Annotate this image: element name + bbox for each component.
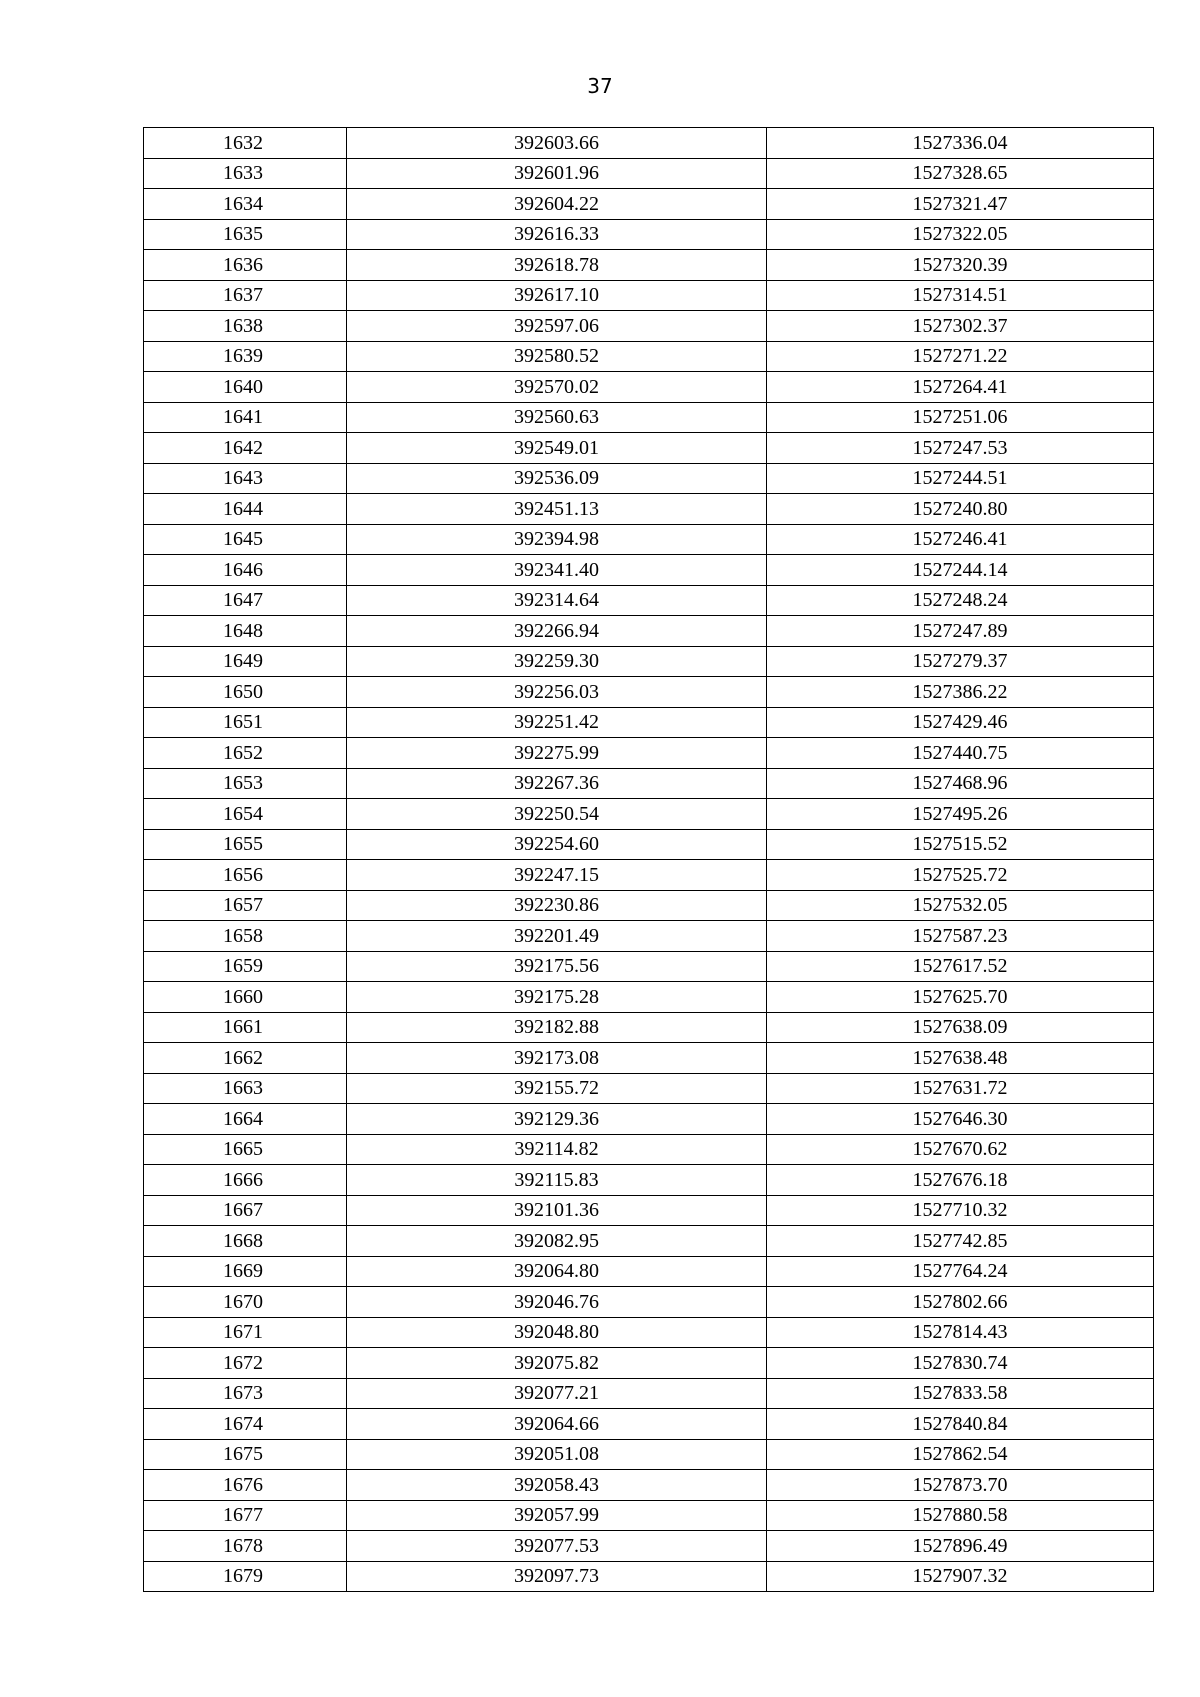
table-row [144,921,1154,952]
x-coordinate-cell: 392536.09 [347,463,767,494]
y-coordinate-cell: 1527896.49 [767,1531,1154,1562]
point-number-cell: 1671 [144,1317,347,1348]
x-coordinate-cell: 392082.95 [347,1226,767,1257]
point-number-cell: 1636 [144,250,347,281]
table-row [144,1500,1154,1531]
y-coordinate-cell: 1527802.66 [767,1287,1154,1318]
point-number-cell: 1638 [144,311,347,342]
table-row [144,1043,1154,1074]
table-row [144,1348,1154,1379]
x-coordinate-cell: 392048.80 [347,1317,767,1348]
table-row [144,890,1154,921]
page-number: 37 [587,74,613,98]
table-row [144,524,1154,555]
point-number-cell: 1664 [144,1104,347,1135]
x-coordinate-cell: 392201.49 [347,921,767,952]
y-coordinate-cell: 1527495.26 [767,799,1154,830]
x-coordinate-cell: 392182.88 [347,1012,767,1043]
point-number-cell: 1668 [144,1226,347,1257]
table-row [144,707,1154,738]
table-row [144,1317,1154,1348]
table-row [144,1287,1154,1318]
point-number-cell: 1669 [144,1256,347,1287]
table-row [144,1409,1154,1440]
table-row [144,799,1154,830]
x-coordinate-cell: 392077.21 [347,1378,767,1409]
y-coordinate-cell: 1527264.41 [767,372,1154,403]
y-coordinate-cell: 1527525.72 [767,860,1154,891]
x-coordinate-cell: 392394.98 [347,524,767,555]
table-row [144,311,1154,342]
y-coordinate-cell: 1527244.51 [767,463,1154,494]
y-coordinate-cell: 1527244.14 [767,555,1154,586]
x-coordinate-cell: 392046.76 [347,1287,767,1318]
point-number-cell: 1643 [144,463,347,494]
y-coordinate-cell: 1527336.04 [767,128,1154,159]
table-row [144,158,1154,189]
y-coordinate-cell: 1527328.65 [767,158,1154,189]
x-coordinate-cell: 392616.33 [347,219,767,250]
x-coordinate-cell: 392267.36 [347,768,767,799]
point-number-cell: 1670 [144,1287,347,1318]
point-number-cell: 1640 [144,372,347,403]
x-coordinate-cell: 392075.82 [347,1348,767,1379]
point-number-cell: 1645 [144,524,347,555]
point-number-cell: 1676 [144,1470,347,1501]
y-coordinate-cell: 1527279.37 [767,646,1154,677]
point-number-cell: 1673 [144,1378,347,1409]
coordinates-table-body [144,128,1154,1592]
x-coordinate-cell: 392051.08 [347,1439,767,1470]
table-row [144,341,1154,372]
x-coordinate-cell: 392155.72 [347,1073,767,1104]
table-row [144,1165,1154,1196]
y-coordinate-cell: 1527670.62 [767,1134,1154,1165]
table-row [144,982,1154,1013]
x-coordinate-cell: 392259.30 [347,646,767,677]
y-coordinate-cell: 1527532.05 [767,890,1154,921]
table-row [144,494,1154,525]
x-coordinate-cell: 392601.96 [347,158,767,189]
point-number-cell: 1675 [144,1439,347,1470]
y-coordinate-cell: 1527873.70 [767,1470,1154,1501]
y-coordinate-cell: 1527322.05 [767,219,1154,250]
y-coordinate-cell: 1527302.37 [767,311,1154,342]
table-row [144,555,1154,586]
x-coordinate-cell: 392604.22 [347,189,767,220]
x-coordinate-cell: 392597.06 [347,311,767,342]
table-row [144,1073,1154,1104]
x-coordinate-cell: 392064.66 [347,1409,767,1440]
x-coordinate-cell: 392175.28 [347,982,767,1013]
table-row [144,128,1154,159]
x-coordinate-cell: 392451.13 [347,494,767,525]
y-coordinate-cell: 1527247.53 [767,433,1154,464]
x-coordinate-cell: 392077.53 [347,1531,767,1562]
x-coordinate-cell: 392254.60 [347,829,767,860]
point-number-cell: 1647 [144,585,347,616]
table-row [144,372,1154,403]
y-coordinate-cell: 1527742.85 [767,1226,1154,1257]
table-row [144,646,1154,677]
y-coordinate-cell: 1527710.32 [767,1195,1154,1226]
point-number-cell: 1635 [144,219,347,250]
table-row [144,1104,1154,1135]
point-number-cell: 1649 [144,646,347,677]
point-number-cell: 1642 [144,433,347,464]
point-number-cell: 1658 [144,921,347,952]
x-coordinate-cell: 392570.02 [347,372,767,403]
point-number-cell: 1662 [144,1043,347,1074]
table-row [144,829,1154,860]
point-number-cell: 1641 [144,402,347,433]
x-coordinate-cell: 392101.36 [347,1195,767,1226]
point-number-cell: 1677 [144,1500,347,1531]
y-coordinate-cell: 1527814.43 [767,1317,1154,1348]
point-number-cell: 1659 [144,951,347,982]
y-coordinate-cell: 1527880.58 [767,1500,1154,1531]
y-coordinate-cell: 1527764.24 [767,1256,1154,1287]
y-coordinate-cell: 1527468.96 [767,768,1154,799]
y-coordinate-cell: 1527251.06 [767,402,1154,433]
y-coordinate-cell: 1527638.09 [767,1012,1154,1043]
table-row [144,677,1154,708]
x-coordinate-cell: 392175.56 [347,951,767,982]
table-row [144,1195,1154,1226]
x-coordinate-cell: 392230.86 [347,890,767,921]
x-coordinate-cell: 392114.82 [347,1134,767,1165]
table-row [144,463,1154,494]
table-row [144,860,1154,891]
table-row [144,738,1154,769]
y-coordinate-cell: 1527515.52 [767,829,1154,860]
point-number-cell: 1654 [144,799,347,830]
point-number-cell: 1660 [144,982,347,1013]
x-coordinate-cell: 392173.08 [347,1043,767,1074]
y-coordinate-cell: 1527321.47 [767,189,1154,220]
point-number-cell: 1667 [144,1195,347,1226]
x-coordinate-cell: 392058.43 [347,1470,767,1501]
table-row [144,219,1154,250]
table-row [144,1531,1154,1562]
x-coordinate-cell: 392618.78 [347,250,767,281]
point-number-cell: 1666 [144,1165,347,1196]
y-coordinate-cell: 1527248.24 [767,585,1154,616]
point-number-cell: 1651 [144,707,347,738]
x-coordinate-cell: 392247.15 [347,860,767,891]
table-row [144,951,1154,982]
y-coordinate-cell: 1527440.75 [767,738,1154,769]
table-row [144,1134,1154,1165]
point-number-cell: 1665 [144,1134,347,1165]
x-coordinate-cell: 392057.99 [347,1500,767,1531]
y-coordinate-cell: 1527840.84 [767,1409,1154,1440]
x-coordinate-cell: 392256.03 [347,677,767,708]
y-coordinate-cell: 1527830.74 [767,1348,1154,1379]
y-coordinate-cell: 1527386.22 [767,677,1154,708]
y-coordinate-cell: 1527625.70 [767,982,1154,1013]
x-coordinate-cell: 392129.36 [347,1104,767,1135]
point-number-cell: 1634 [144,189,347,220]
y-coordinate-cell: 1527631.72 [767,1073,1154,1104]
x-coordinate-cell: 392603.66 [347,128,767,159]
table-row [144,250,1154,281]
x-coordinate-cell: 392250.54 [347,799,767,830]
point-number-cell: 1657 [144,890,347,921]
table-row [144,1378,1154,1409]
point-number-cell: 1655 [144,829,347,860]
table-row [144,280,1154,311]
y-coordinate-cell: 1527833.58 [767,1378,1154,1409]
point-number-cell: 1653 [144,768,347,799]
x-coordinate-cell: 392580.52 [347,341,767,372]
point-number-cell: 1663 [144,1073,347,1104]
y-coordinate-cell: 1527240.80 [767,494,1154,525]
table-row [144,1012,1154,1043]
x-coordinate-cell: 392560.63 [347,402,767,433]
table-row [144,616,1154,647]
table-row [144,402,1154,433]
x-coordinate-cell: 392341.40 [347,555,767,586]
point-number-cell: 1656 [144,860,347,891]
point-number-cell: 1632 [144,128,347,159]
y-coordinate-cell: 1527320.39 [767,250,1154,281]
y-coordinate-cell: 1527271.22 [767,341,1154,372]
point-number-cell: 1633 [144,158,347,189]
point-number-cell: 1672 [144,1348,347,1379]
y-coordinate-cell: 1527907.32 [767,1561,1154,1592]
table-row [144,768,1154,799]
table-row [144,189,1154,220]
point-number-cell: 1678 [144,1531,347,1562]
x-coordinate-cell: 392314.64 [347,585,767,616]
point-number-cell: 1637 [144,280,347,311]
point-number-cell: 1646 [144,555,347,586]
table-row [144,1439,1154,1470]
point-number-cell: 1644 [144,494,347,525]
y-coordinate-cell: 1527617.52 [767,951,1154,982]
y-coordinate-cell: 1527246.41 [767,524,1154,555]
y-coordinate-cell: 1527862.54 [767,1439,1154,1470]
y-coordinate-cell: 1527247.89 [767,616,1154,647]
table-row [144,585,1154,616]
table-row [144,433,1154,464]
y-coordinate-cell: 1527638.48 [767,1043,1154,1074]
x-coordinate-cell: 392617.10 [347,280,767,311]
x-coordinate-cell: 392251.42 [347,707,767,738]
x-coordinate-cell: 392064.80 [347,1256,767,1287]
table-row [144,1226,1154,1257]
y-coordinate-cell: 1527429.46 [767,707,1154,738]
x-coordinate-cell: 392549.01 [347,433,767,464]
x-coordinate-cell: 392266.94 [347,616,767,647]
table-row [144,1470,1154,1501]
y-coordinate-cell: 1527676.18 [767,1165,1154,1196]
y-coordinate-cell: 1527587.23 [767,921,1154,952]
table-row [144,1561,1154,1592]
x-coordinate-cell: 392115.83 [347,1165,767,1196]
point-number-cell: 1679 [144,1561,347,1592]
point-number-cell: 1639 [144,341,347,372]
x-coordinate-cell: 392097.73 [347,1561,767,1592]
y-coordinate-cell: 1527646.30 [767,1104,1154,1135]
x-coordinate-cell: 392275.99 [347,738,767,769]
point-number-cell: 1650 [144,677,347,708]
coordinates-table [143,127,1154,1592]
point-number-cell: 1652 [144,738,347,769]
point-number-cell: 1674 [144,1409,347,1440]
table-row [144,1256,1154,1287]
y-coordinate-cell: 1527314.51 [767,280,1154,311]
point-number-cell: 1661 [144,1012,347,1043]
point-number-cell: 1648 [144,616,347,647]
